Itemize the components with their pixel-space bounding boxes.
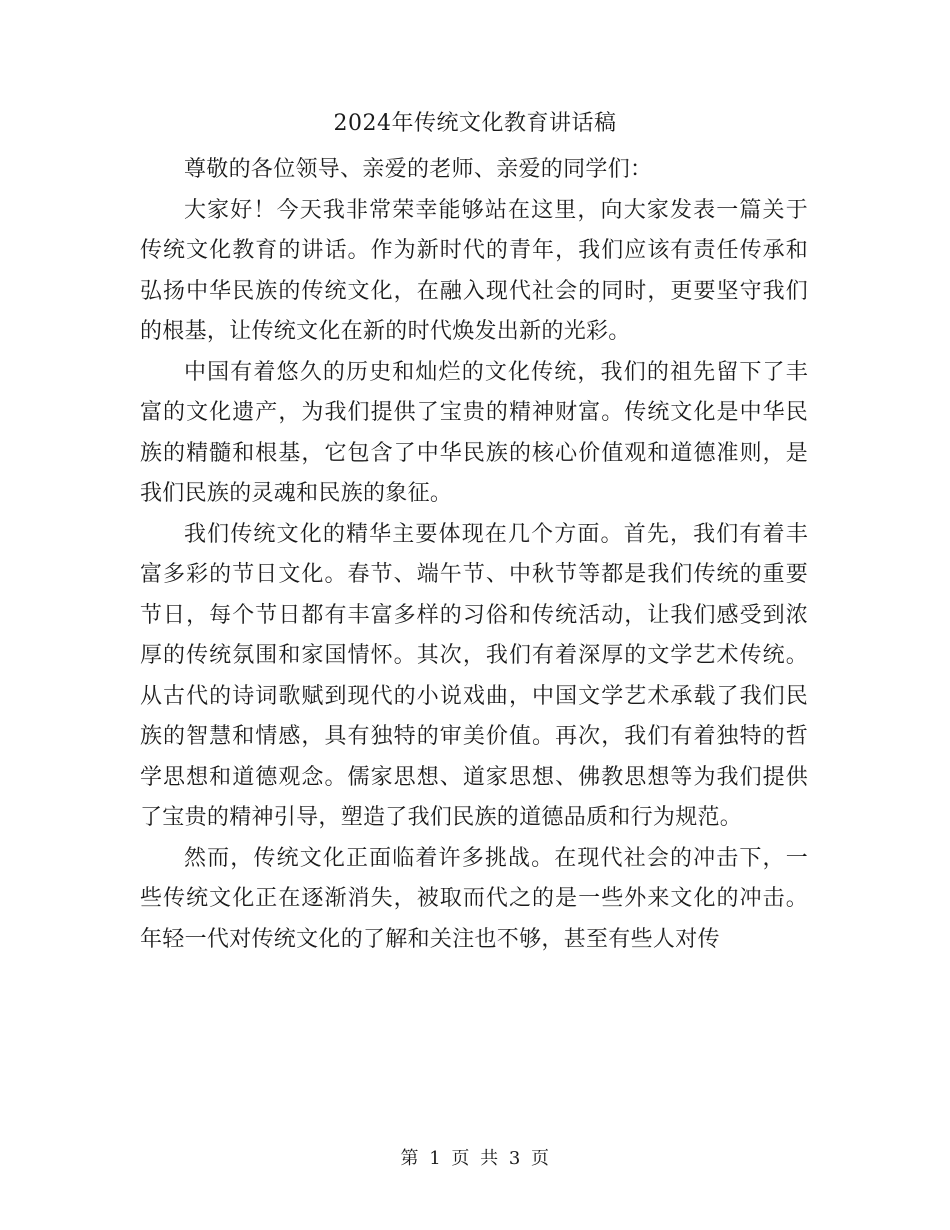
document-body xyxy=(140,150,808,960)
salutation-paragraph: 尊敬的各位领导、亲爱的老师、亲爱的同学们： xyxy=(184,157,653,182)
document-title: 2024年传统文化教育讲话稿 xyxy=(333,111,617,136)
body-paragraph: 中国有着悠久的历史和灿烂的文化传统，我们的祖先留下了丰富的文化遗产，为我们提供了宝贵的精神财富。传统文化是中华民族的精髓和根基，它包含了中华民族的核心价值观和道德准则，是我们民族的灵魂和民族的象征。 xyxy=(140,359,808,506)
body-paragraph: 然而，传统文化正面临着许多挑战。在现代社会的冲击下，一些传统文化正在逐渐消失，被取而代之的是一些外来文化的冲击。年轻一代对传统文化的了解和关注也不够，甚至有些人对传 xyxy=(140,845,808,952)
body-paragraph: 我们传统文化的精华主要体现在几个方面。首先，我们有着丰富多彩的节日文化。春节、端午节、中秋节等都是我们传统的重要节日，每个节日都有丰富多样的习俗和传统活动，让我们感受到浓厚的传统氛围和家国情怀。其次，我们有着深厚的文学艺术传统。从古代的诗词歌赋到现代的小说戏曲，中国文学艺术承载了我们民族的智慧和情感，具有独特的审美价值。再次，我们有着独特的哲学思想和道德观念。儒家思想、道家思想、佛教思想等为我们提供了宝贵的精神引导，塑造了我们民族的道德品质和行为规范。 xyxy=(140,521,808,830)
body-paragraph: 大家好！今天我非常荣幸能够站在这里，向大家发表一篇关于传统文化教育的讲话。作为新时代的青年，我们应该有责任传承和弘扬中华民族的传统文化，在融入现代社会的同时，更要坚守我们的根基，让传统文化在新的时代焕发出新的光彩。 xyxy=(140,197,808,344)
page-footer: 第 1 页 共 3 页 xyxy=(400,1148,550,1169)
